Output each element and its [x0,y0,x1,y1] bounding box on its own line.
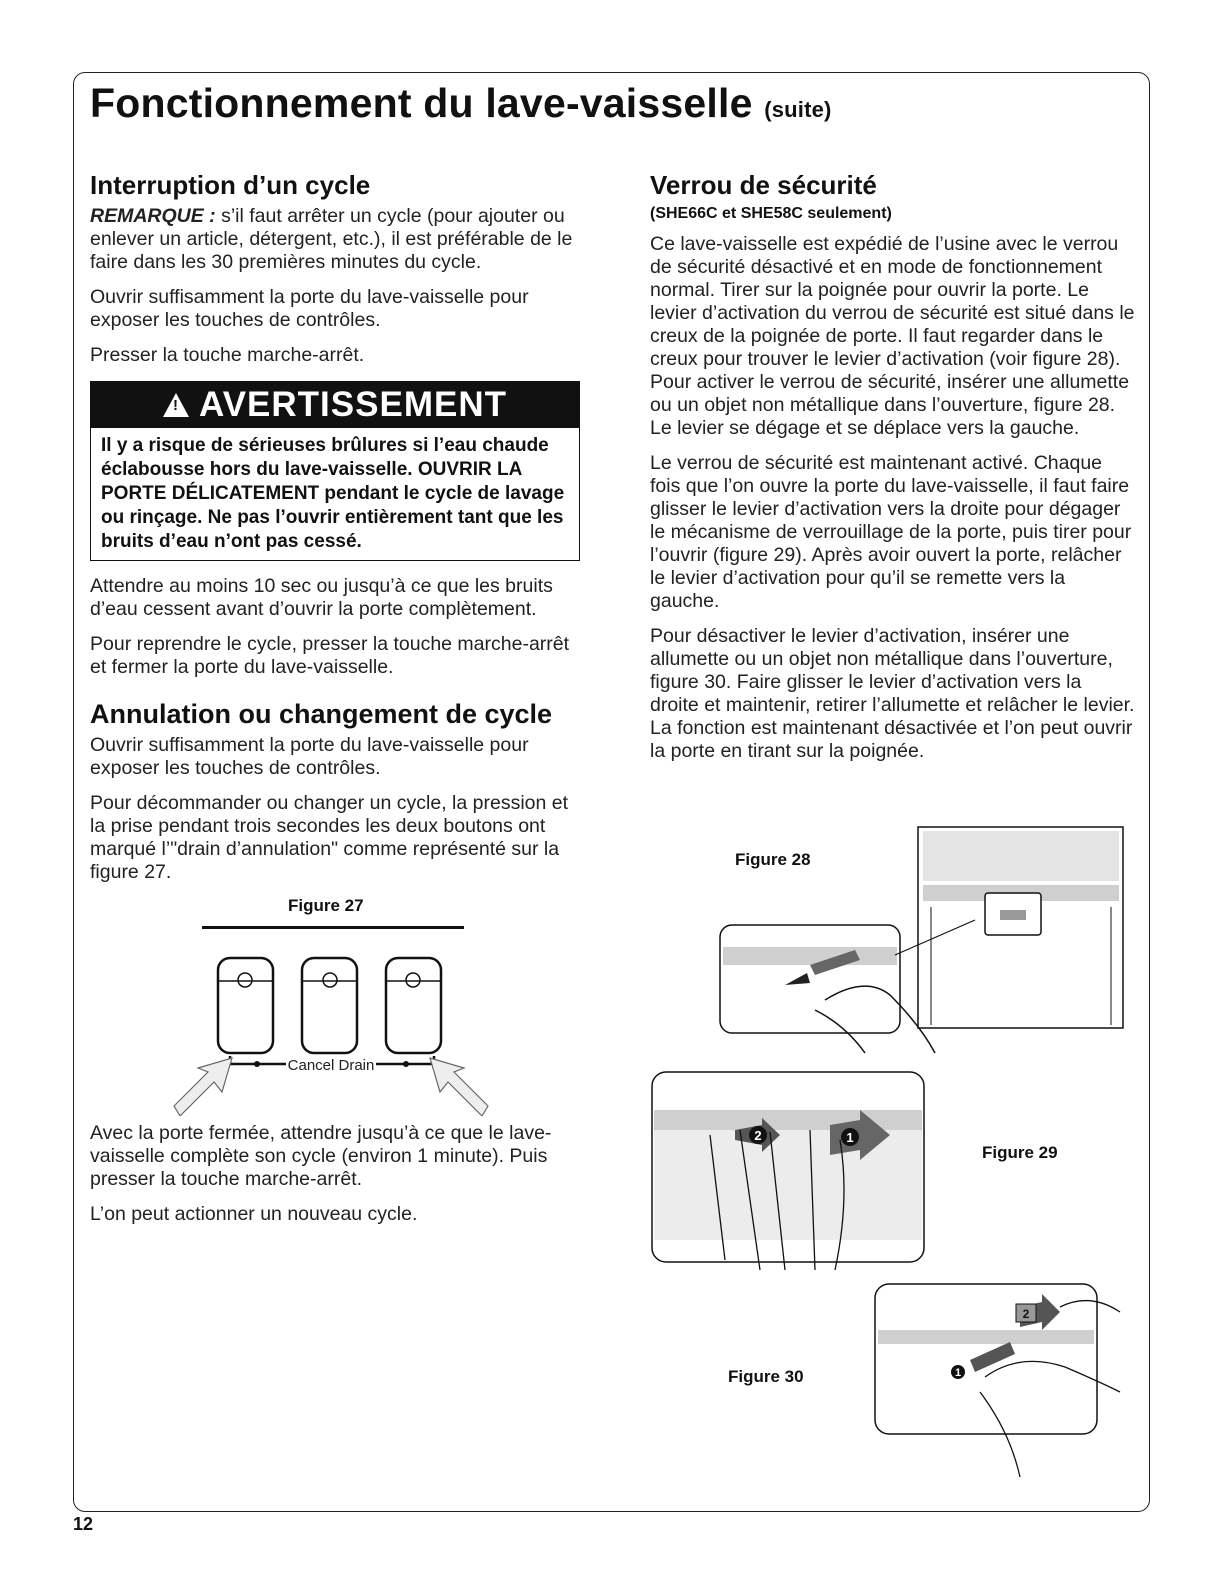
paragraph-safety-3: Pour désactiver le levier d’activation, insérer une allumette ou un objet non métallique dans l’ouverture, figure 30. Faire glisser le levier d’activation vers la droite et maintenir, retirer l’allumette et relâcher le levier. La fonction est maintenant désactivée et l’on peut ouvrir la porte en tirant sur la poignée. [650,625,1135,762]
warning-header [91,382,579,428]
paragraph-safety-2: Le verrou de sécurité est maintenant activé. Chaque fois que l’on ouvre la porte du lave-vaisselle, il faut faire glisser le levier d’activation vers la droite pour dégager le mécanisme de verrouillage de la porte, puis tirer pour l’ouvrir (figure 29). Après avoir ouvert la porte, relâcher le levier d’activation pour qu’il se remette vers la gauche. [650,452,1132,612]
figure-29-illustration [650,1070,1090,1270]
figure-27-caption: Figure 27 [288,896,364,915]
paragraph-safety-1: Ce lave-vaisselle est expédié de l’usine avec le verrou de sécurité désactivé et en mode de fonctionnement normal. Tirer sur la poignée pour ouvrir la porte. Le levier d’activation du verrou de sécurité est situé dans le creux de la poignée de porte. Il faut regarder dans le creux pour trouver le levier d’activation (voir figure 28). Pour activer le verrou de sécurité, insérer une allumette ou un objet non métallique dans l’ouverture, figure 28. Le levier se dégage et se déplace vers la gauche. [650,233,1135,439]
control-button-middle [302,958,357,1053]
figure-29-caption: Figure 29 [982,1143,1058,1162]
arrow-left-icon [174,1058,232,1116]
control-button-right [386,958,441,1053]
figure-30-caption: Figure 30 [728,1367,804,1386]
model-subheading: (SHE66C et SHE58C seulement) [650,205,892,222]
figure-28 [715,825,1127,1055]
control-button-left [218,958,273,1053]
page-title-text: Fonctionnement du lave-vaisselle [90,80,753,126]
svg-text:1: 1 [954,1367,962,1379]
section-heading-interruption: Interruption d’un cycle [90,170,371,200]
figure-29 [650,1070,1090,1270]
paragraph-door-closed: Avec la porte fermée, attendre jusqu’à ce que le lave-vaisselle complète son cycle (environ 1 minute). Puis presser la touche marche-arrêt. [90,1122,552,1190]
paragraph-open-door: Ouvrir suffisamment la porte du lave-vaisselle pour exposer les touches de contrôles. [90,286,529,331]
paragraph-cancel-instructions: Pour décommander ou changer un cycle, la pression et la prise pendant trois secondes les deux boutons ont marqué l’"drain d’annulation" comme représenté sur la figure 27. [90,792,569,883]
warning-title: AVERTISSEMENT [199,385,507,424]
paragraph-wait: Attendre au moins 10 sec ou jusqu’à ce que les bruits d’eau cessent avant d’ouvrir la porte complètement. [90,575,553,620]
warning-text: Il y a risque de sérieuses brûlures si l’eau chaude éclabousse hors du lave-vaisselle. OUVRIR LA PORTE DÉLICATEMENT pendant le cycle de lavage ou rinçage. Ne pas l’ouvrir entièrement tant que les bruits d’eau n’ont pas cessé. [101,435,565,552]
warning-box [90,381,580,561]
page-number: 12 [73,1514,94,1534]
section-heading-cancel: Annulation ou changement de cycle [90,699,553,729]
figure-28-caption: Figure 28 [735,850,811,869]
page-title [90,80,832,127]
figure-27 [90,896,580,1116]
figure-30-illustration [720,1282,1130,1482]
note-paragraph [90,205,580,274]
paragraph-resume: Pour reprendre le cycle, presser la touche marche-arrêt et fermer la porte du lave-vaisselle. [90,633,570,678]
svg-text:2: 2 [754,1128,762,1143]
section-heading-safety-lock: Verrou de sécurité [650,170,877,200]
figure-30 [720,1282,1130,1482]
arrow-right-icon [430,1058,488,1116]
figure-28-illustration [715,825,1127,1055]
control-buttons-illustration [90,896,580,1116]
cancel-drain-label: Cancel Drain [287,1057,375,1074]
warning-triangle-icon [163,393,189,417]
page-title-suffix: (suite) [764,97,832,122]
svg-text:1: 1 [846,1130,854,1145]
note-label: REMARQUE : [90,205,216,227]
paragraph-press-power: Presser la touche marche-arrêt. [90,344,365,366]
svg-text:2: 2 [1022,1307,1030,1321]
note-text: s’il faut arrêter un cycle (pour ajouter ou enlever un article, détergent, etc.), il est préférable de le faire dans les 30 premières minutes du cycle. [90,205,573,273]
paragraph-open-door-2: Ouvrir suffisamment la porte du lave-vaisselle pour exposer les touches de contrôles. [90,734,529,779]
paragraph-new-cycle: L’on peut actionner un nouveau cycle. [90,1203,418,1225]
right-column [650,170,1135,775]
left-column [90,170,580,1238]
